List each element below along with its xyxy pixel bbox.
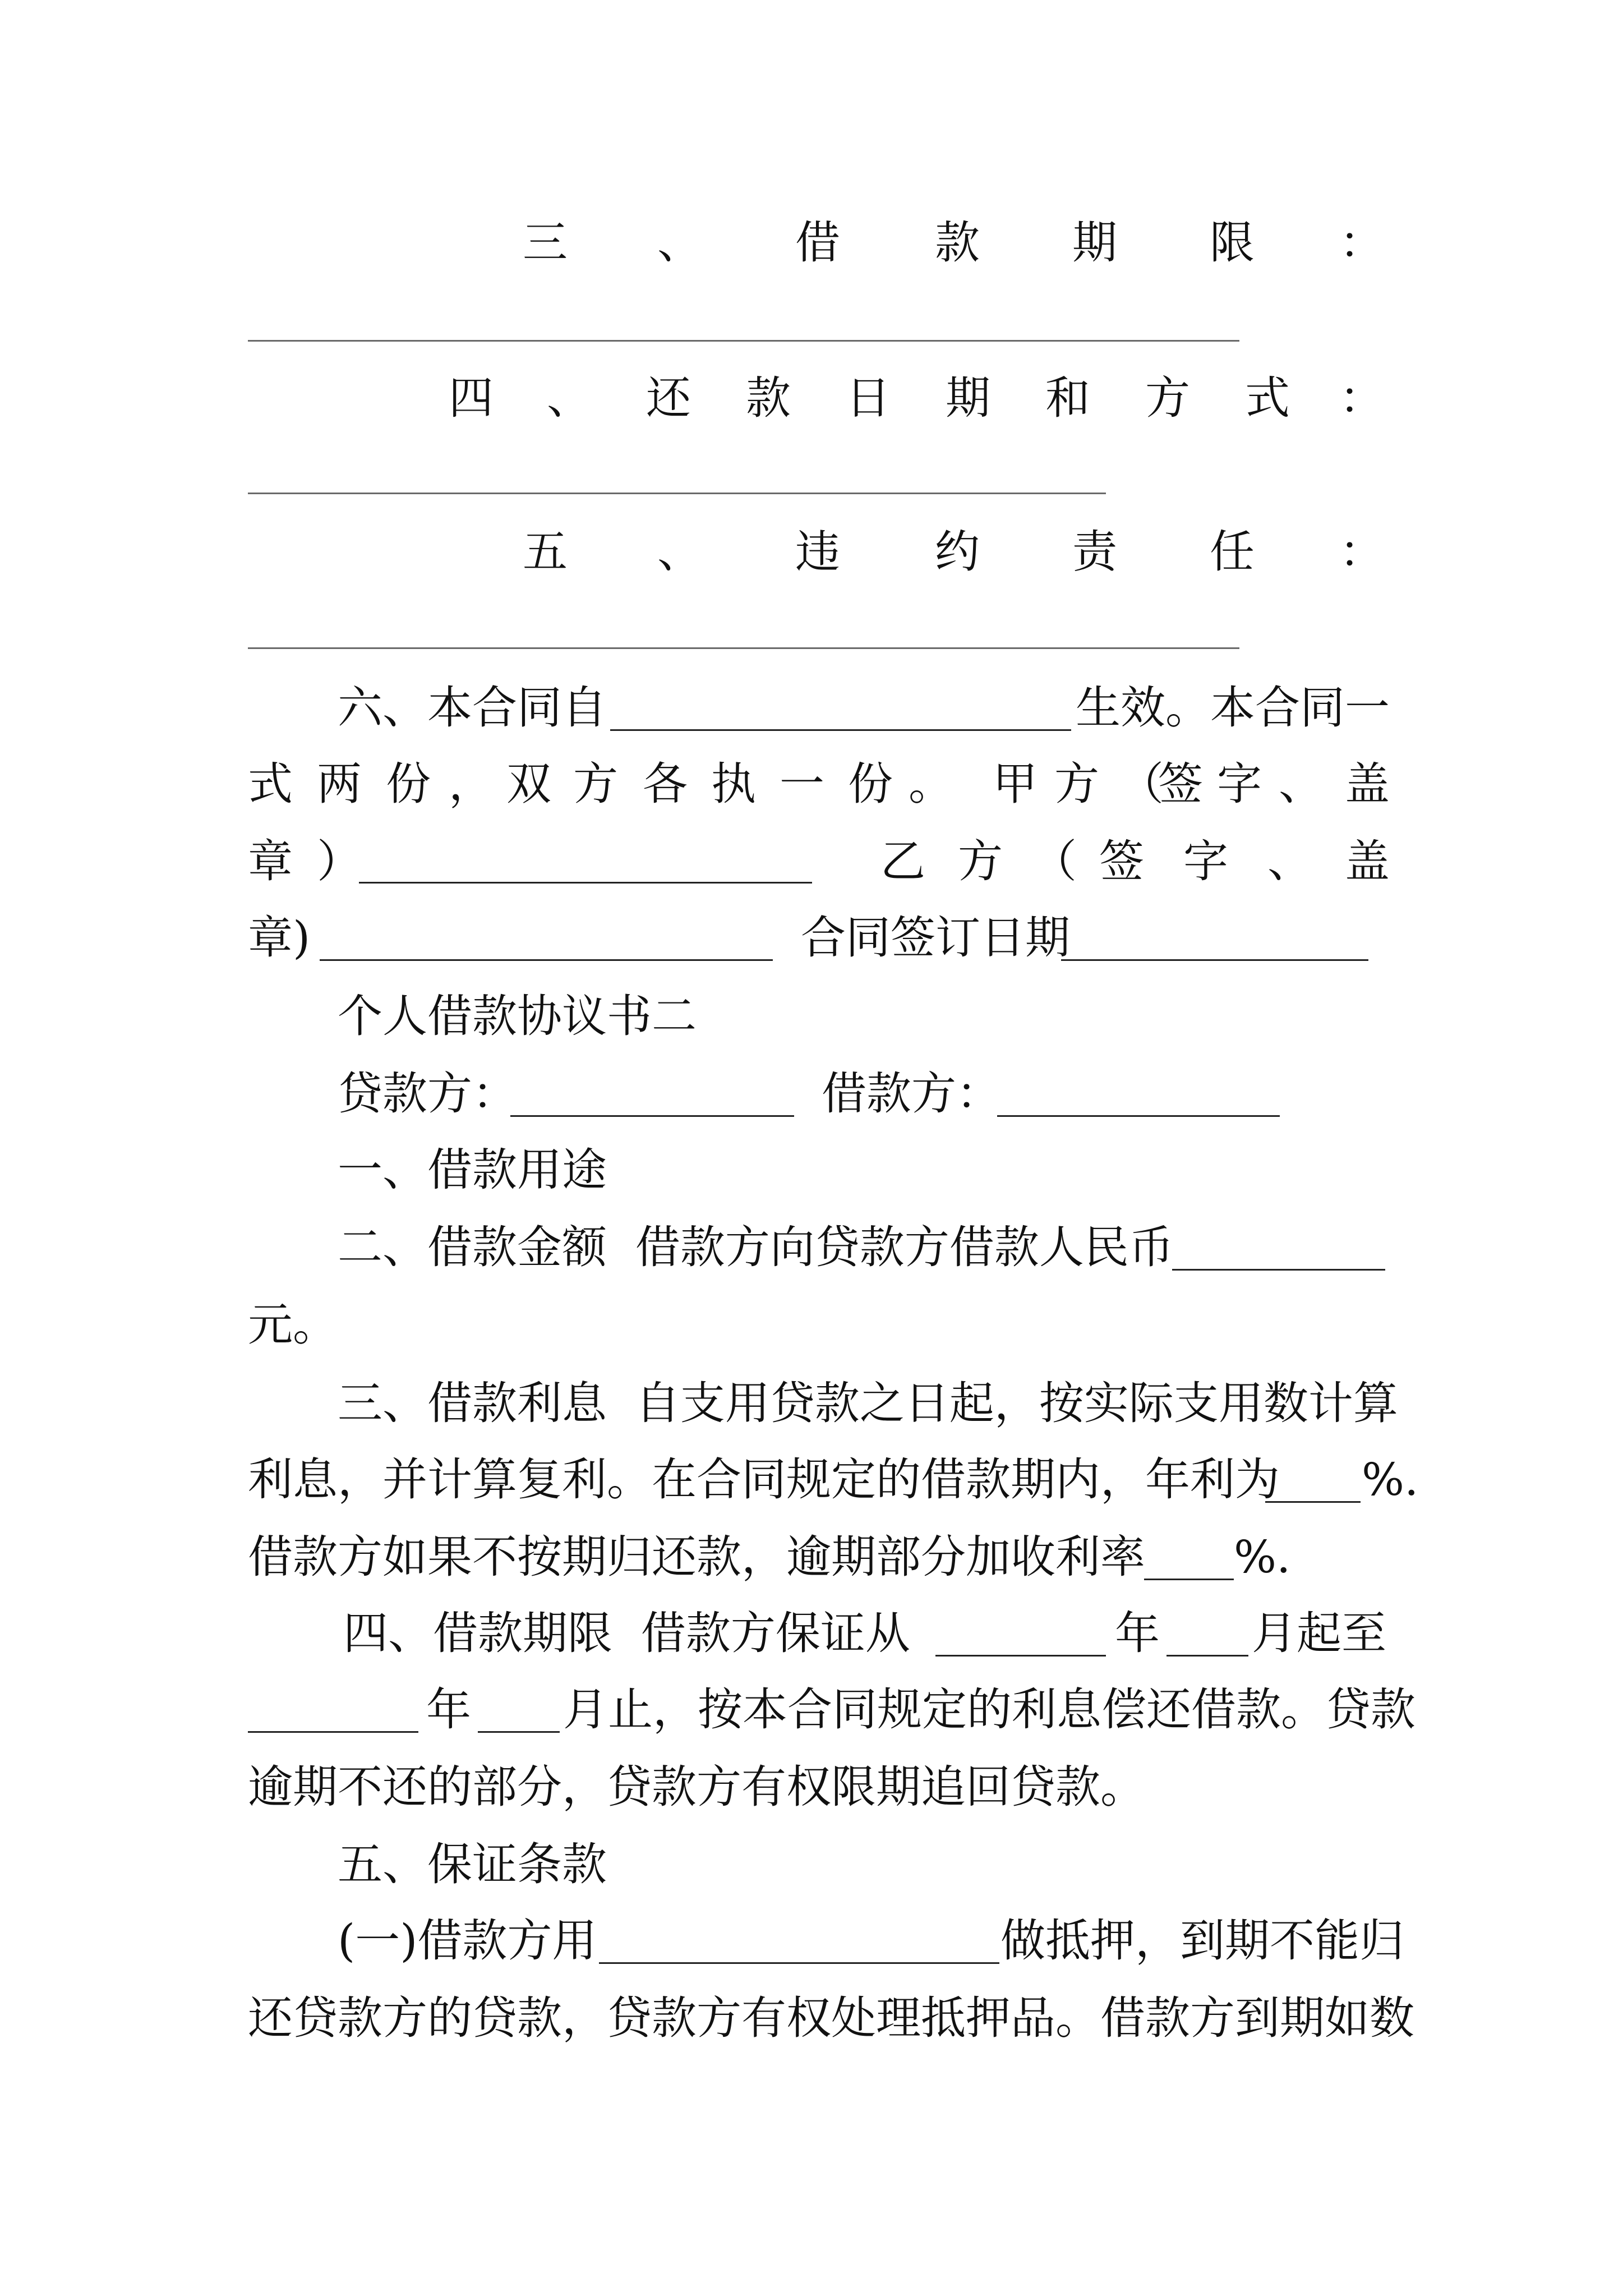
year-label: 年 [1115,1607,1160,1659]
clause-6-text: ） [317,835,362,887]
text-char: 方 [958,835,1003,887]
amount-blank [1172,1269,1385,1271]
text-char: 盖 [1345,758,1390,810]
heading-char: 三 [523,217,568,269]
overdue-rate-blank [1144,1579,1234,1580]
heading-char: 方 [1145,372,1190,424]
item-1-purpose: 一、借款用途 [338,1144,607,1196]
text-char: 执 [711,758,756,810]
borrower-blank [997,1115,1280,1117]
heading-char: ： [1339,217,1384,269]
heading-char: 、 [657,526,702,578]
agreement-2-title: 个人借款协议书二 [338,990,697,1042]
clause-6-text: 六、本合同自 [338,682,607,734]
heading-char: 四 [449,372,494,424]
lender-label: 贷款方： [338,1068,517,1120]
party-a-signature-blank [359,882,812,884]
end-year-blank [248,1731,418,1733]
text-char: 字 [1183,835,1228,887]
heading-char: 五 [523,526,568,578]
heading-char: 和 [1045,372,1090,424]
lender-blank [510,1115,794,1117]
heading-char: 款 [935,217,980,269]
collateral-blank [599,1962,999,1964]
item-5-guarantee: 五、保证条款 [338,1838,607,1890]
heading-char: 责 [1072,526,1117,578]
item-3-interest: 三、借款利息 自支用贷款之日起，按实际支用数计算 [338,1377,1398,1429]
heading-char: 违 [795,526,840,578]
heading-char: 限 [1210,217,1255,269]
text-char: 甲 [993,758,1038,810]
heading-char: 任 [1210,526,1255,578]
item-4-term: 四、借款期限 借款方保证从 [343,1607,910,1659]
text-char: 两 [317,758,362,810]
year-label: 年 [426,1683,471,1736]
blank-line-section-3 [248,340,1239,342]
text-char: 份 [386,758,431,810]
item-5-1-text: 做抵押，到期不能归 [1000,1915,1404,1967]
text-char: ， [449,758,494,810]
text-char: 签 [1158,758,1203,810]
heading-char: ： [1339,526,1384,578]
heading-char: 、 [547,372,592,424]
clause-6-text: 章) [248,912,311,964]
item-4-term: 月止，按本合同规定的利息偿还借款。贷款 [563,1683,1415,1736]
item-3-interest: 借款方如果不按期归还款，逾期部分加收利率 [248,1531,1145,1583]
heading-char: 借 [795,217,840,269]
text-char: 方 [1054,758,1099,810]
item-4-term: 月起至 [1252,1607,1386,1659]
percent-sign: %. [1362,1453,1419,1506]
clause-6-text: 生效。本合同一 [1076,682,1390,734]
heading-char: ： [1339,372,1384,424]
text-char: 方 [573,758,618,810]
blank-line-section-5 [248,647,1239,649]
heading-char: 约 [935,526,980,578]
start-month-blank [1166,1655,1248,1657]
heading-char: 期 [1072,217,1117,269]
heading-char: 、 [657,217,702,269]
item-2-amount: 二、借款金额 借款方向贷款方借款人民币 [338,1221,1174,1273]
text-char: 签 [1099,835,1144,887]
clause-6-text: 章 [248,835,293,887]
text-char: 字 [1217,758,1262,810]
amount-unit: 元。 [248,1299,338,1351]
end-month-blank [478,1731,560,1733]
text-char: 。 [909,758,953,810]
text-char: 、 [1267,835,1312,887]
text-char: 一 [780,758,824,810]
text-char: （ [1032,835,1077,887]
text-char: 、 [1279,758,1324,810]
heading-char: 还 [646,372,691,424]
text-char: 乙 [880,835,925,887]
text-char: 盖 [1345,835,1390,887]
item-5-1-text: 还贷款方的贷款，贷款方有权处理抵押品。借款方到期如数 [248,1992,1414,2044]
text-char: （ [1119,758,1164,810]
start-year-blank [935,1655,1106,1657]
item-4-term: 逾期不还的部分，贷款方有权限期追回贷款。 [248,1761,1145,1813]
text-char: 份 [848,758,893,810]
sign-date-label: 合同签订日期 [801,912,1070,964]
sign-date-blank [1061,959,1368,961]
blank-line-section-4 [248,493,1106,494]
party-b-signature-blank [320,959,773,961]
borrower-label: 借款方： [822,1068,1001,1120]
item-5-1-text: (一)借款方用 [338,1915,597,1967]
text-char: 双 [506,758,551,810]
annual-rate-blank [1265,1501,1361,1503]
text-char: 各 [643,758,688,810]
percent-sign: %. [1234,1531,1291,1583]
text-char: 式 [248,758,293,810]
item-3-interest: 利息，并计算复利。在合同规定的借款期内，年利为 [248,1453,1280,1506]
effective-date-blank [610,729,1071,731]
heading-char: 式 [1245,372,1290,424]
heading-char: 期 [946,372,990,424]
heading-char: 日 [846,372,891,424]
heading-char: 款 [746,372,791,424]
